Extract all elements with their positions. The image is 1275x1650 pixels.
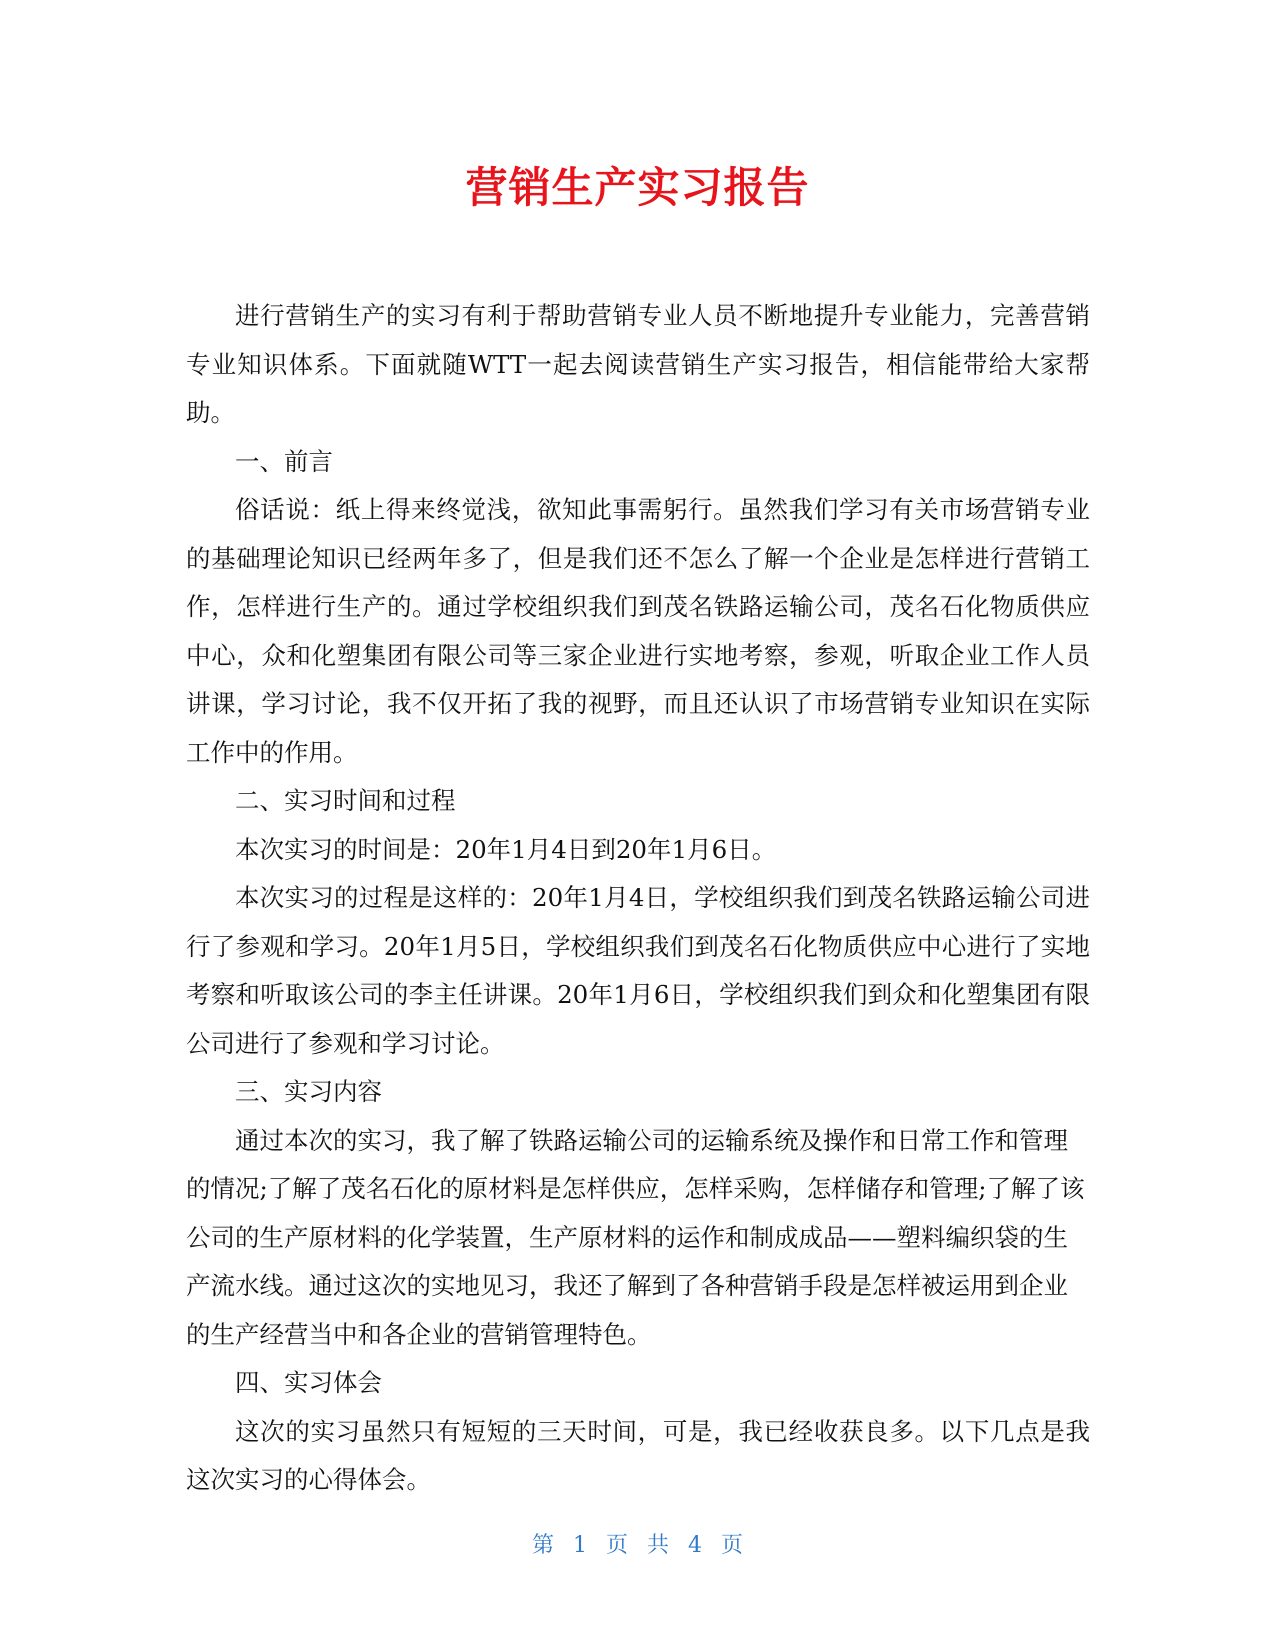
section-heading-time-process: 二、实习时间和过程 [235, 786, 456, 815]
preface-paragraph: 俗话说：纸上得来终觉浅，欲知此事需躬行。虽然我们学习有关市场营销专业的基础理论知识已经两年多了，但是我们还不怎么了解一个企业是怎样进行营销工作，怎样进行生产的。通过学校组织我们到茂名铁路运输公司，茂名石化物质供应中心，众和化塑集团有限公司等三家企业进行实地考察，参观，听取企业工作人员讲课，学习讨论，我不仅开拓了我的视野，而且还认识了市场营销专业知识在实际工作中的作用。 [186, 495, 1090, 767]
footer-page-prefix: 第 [531, 1533, 554, 1558]
footer-page-mid: 页 [605, 1533, 628, 1558]
process-paragraph: 本次实习的过程是这样的：20年1月4日，学校组织我们到茂名铁路运输公司进行了参观和学习。20年1月5日，学校组织我们到茂名石化物质供应中心进行了实地考察和听取该公司的李主任讲课。20年1月6日，学校组织我们到众和化塑集团有限公司进行了参观和学习讨论。 [186, 883, 1090, 1058]
intro-paragraph: 进行营销生产的实习有利于帮助营销专业人员不断地提升专业能力，完善营销专业知识体系。下面就随WTT一起去阅读营销生产实习报告，相信能带给大家帮助。 [186, 301, 1090, 427]
footer-total-suffix: 页 [721, 1533, 744, 1558]
footer-total-prefix: 共 [647, 1533, 670, 1558]
experience-paragraph: 这次的实习虽然只有短短的三天时间，可是，我已经收获良多。以下几点是我这次实习的心得体会。 [186, 1416, 1090, 1494]
time-paragraph: 本次实习的时间是：20年1月4日到20年1月6日。 [235, 834, 777, 864]
section-heading-content: 三、实习内容 [235, 1077, 382, 1106]
footer-current-page: 1 [572, 1533, 587, 1558]
page-footer [0, 1530, 1275, 1562]
footer-total-pages: 4 [688, 1533, 703, 1558]
document-title: 营销生产实习报告 [465, 163, 810, 212]
document-body [186, 292, 1090, 1505]
content-paragraph: 通过本次的实习，我了解了铁路运输公司的运输系统及操作和日常工作和管理的情况;了解了茂名石化的原材料是怎样供应，怎样采购，怎样储存和管理;了解了该公司的生产原材料的化学装置，生产原材料的运作和制成成品——塑料编织袋的生产流水线。通过这次的实地见习，我还了解到了各种营销手段是怎样被运用到企业的生产经营当中和各企业的营销管理特色。 [186, 1125, 1085, 1349]
section-heading-preface: 一、前言 [235, 446, 333, 476]
section-heading-experience: 四、实习体会 [235, 1368, 382, 1397]
